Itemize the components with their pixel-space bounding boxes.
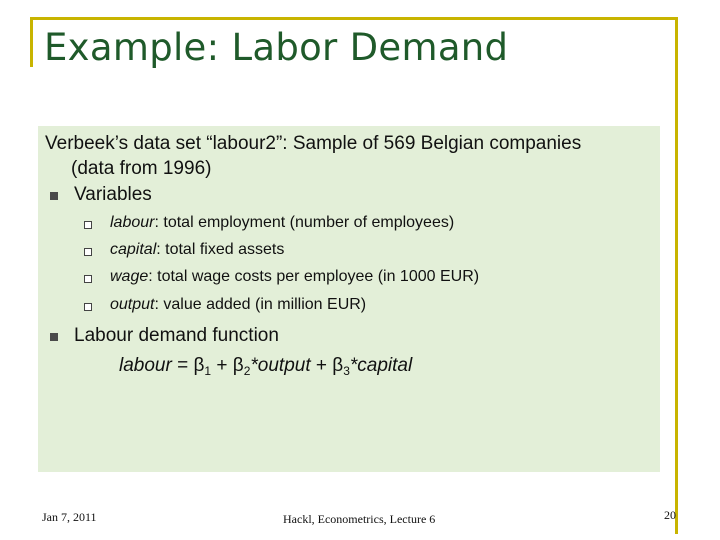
variable-name: output (110, 296, 155, 313)
variable-name: wage (110, 268, 149, 285)
beta-subscript: 2 (243, 364, 251, 378)
variable-desc: : total employment (number of employees) (154, 214, 455, 231)
bullet-labour-demand: Labour demand function (74, 325, 279, 346)
slide-title: Example: Labor Demand (44, 26, 509, 69)
hollow-square-bullet-icon (84, 303, 92, 311)
intro-line-2: (data from 1996) (71, 158, 212, 179)
labour-demand-equation (119, 355, 412, 377)
intro-text (45, 131, 645, 181)
beta-symbol: β (332, 355, 344, 376)
footer-center: Hackl, Econometrics, Lecture 6 (283, 512, 436, 526)
footer-date: Jan 7, 2011 (42, 510, 97, 524)
equation-plus: + (211, 355, 233, 376)
beta-symbol: β (193, 355, 205, 376)
variable-name: capital (110, 241, 157, 258)
beta-symbol: β (232, 355, 244, 376)
frame-top-line (30, 17, 678, 20)
variable-capital (110, 241, 284, 259)
variable-desc: : value added (in million EUR) (154, 296, 367, 313)
variable-name: labour (110, 214, 155, 231)
variable-desc: : total wage costs per employee (in 1000 EUR) (148, 268, 480, 285)
variable-wage (110, 268, 479, 286)
intro-line-1: Verbeek’s data set “labour2”: Sample of 569 Belgian companies (45, 133, 582, 154)
hollow-square-bullet-icon (84, 248, 92, 256)
square-bullet-icon (50, 333, 58, 341)
equation-plus: + (310, 355, 333, 376)
frame-right-line (675, 17, 678, 534)
variable-labour (110, 214, 454, 232)
page-number: 20 (664, 508, 676, 522)
equation-lhs: labour (119, 355, 172, 376)
equation-term-output: *output (250, 355, 311, 376)
hollow-square-bullet-icon (84, 275, 92, 283)
equation-equals: = (171, 355, 194, 376)
beta-subscript: 3 (343, 364, 350, 378)
variable-desc: : total fixed assets (156, 241, 285, 258)
beta-subscript: 1 (204, 364, 212, 378)
equation-term-capital: *capital (349, 355, 413, 376)
bullet-variables: Variables (74, 184, 152, 205)
square-bullet-icon (50, 192, 58, 200)
variable-output (110, 296, 366, 314)
frame-left-line (30, 17, 33, 67)
hollow-square-bullet-icon (84, 221, 92, 229)
